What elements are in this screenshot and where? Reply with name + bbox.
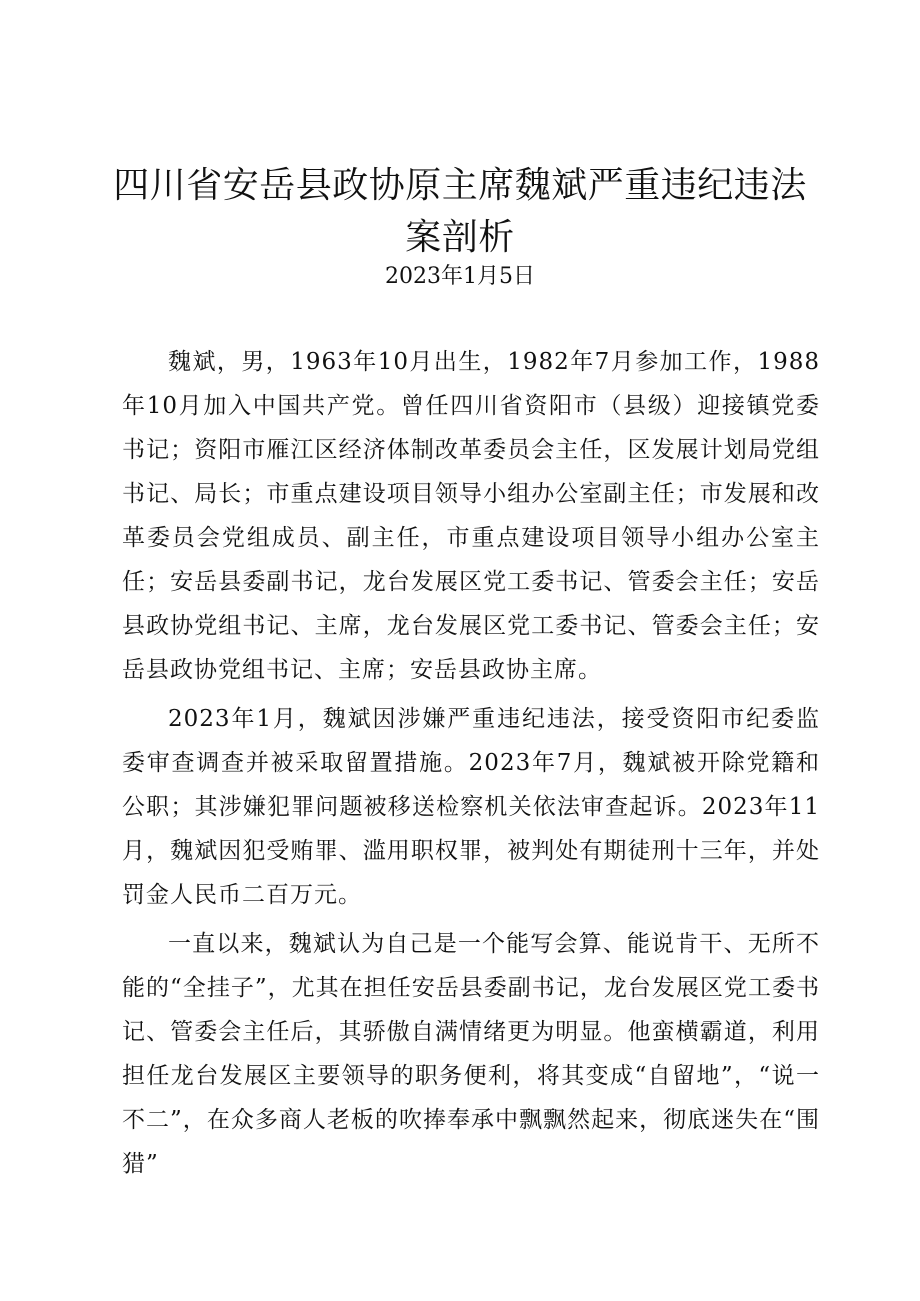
document-date: 2023年1月5日 [385,264,535,289]
document-body [122,340,820,1191]
paragraph-3: 一直以来，魏斌认为自己是一个能写会算、能说肯干、无所不能的“全挂子”，尤其在担任安岳县委副书记，龙台发展区党工委书记、管委会主任后，其骄傲自满情绪更为明显。他蛮横霸道，利用担任龙台发展区主要领导的职务便利，将其变成“自留地”，“说一不二”，在众多商人老板的吹捧奉承中飘飘然起来，彻底迷失在“围猎” [122,931,820,1177]
paragraph-2: 2023年1月，魏斌因涉嫌严重违纪违法，接受资阳市纪委监委审查调查并被采取留置措施。2023年7月，魏斌被开除党籍和公职；其涉嫌犯罪问题被移送检察机关依法审查起诉。2023年11月，魏斌因犯受贿罪、滥用职权罪，被判处有期徒刑十三年，并处罚金人民币二百万元。 [122,706,820,908]
document-title: 四川省安岳县政协原主席魏斌严重违纪违法案剖析 [113,165,807,258]
paragraph-1: 魏斌，男，1963年10月出生，1982年7月参加工作，1988年10月加入中国共产党。曾任四川省资阳市（县级）迎接镇党委书记；资阳市雁江区经济体制改革委员会主任，区发展计划局党组书记、局长；市重点建设项目领导小组办公室副主任；市发展和改革委员会党组成员、副主任，市重点建设项目领导小组办公室主任；安岳县委副书记，龙台发展区党工委书记、管委会主任；安岳县政协党组书记、主席，龙台发展区党工委书记、管委会主任；安岳县政协党组书记、主席；安岳县政协主席。 [122,349,820,683]
